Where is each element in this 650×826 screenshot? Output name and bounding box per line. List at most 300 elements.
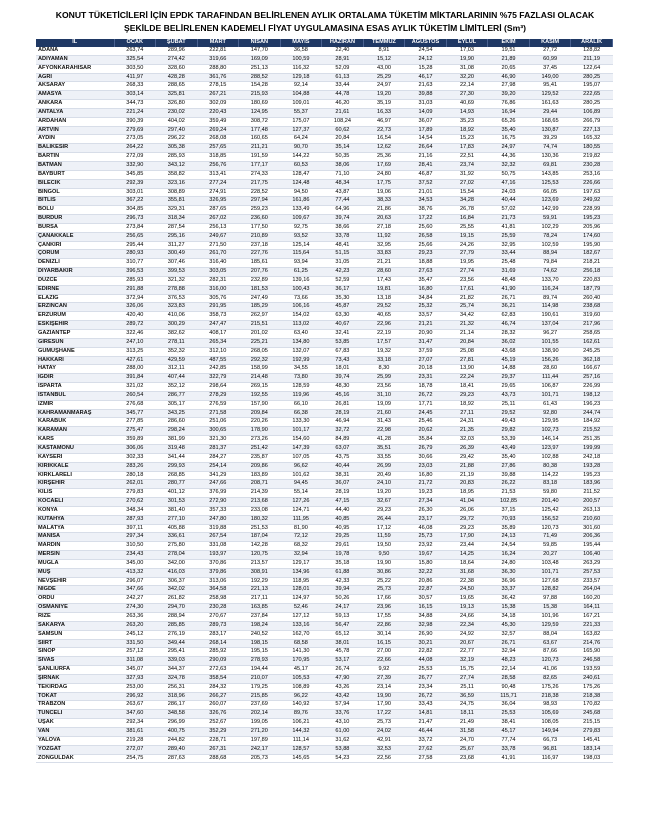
table-cell: 35,40	[488, 126, 530, 135]
table-cell: 283,17	[197, 630, 239, 639]
table-cell: 260,40	[571, 294, 613, 303]
province-name: BATMAN	[36, 161, 114, 170]
table-row	[36, 303, 613, 312]
table-cell: 27,81	[446, 356, 488, 365]
table-cell: 287,63	[156, 754, 198, 763]
table-cell: 291,88	[114, 285, 156, 294]
table-cell: 19,32	[363, 347, 405, 356]
table-cell: 242,27	[114, 595, 156, 604]
table-cell: 29,23	[405, 250, 447, 259]
table-cell: 304,85	[114, 206, 156, 215]
table-cell: 24,50	[446, 586, 488, 595]
table-cell: 63,67	[529, 639, 571, 648]
table-cell: 292,32	[239, 356, 281, 365]
table-cell: 185,61	[239, 259, 281, 268]
table-cell: 34,84	[405, 294, 447, 303]
table-cell: 25,36	[363, 153, 405, 162]
table-cell: 169,09	[239, 55, 281, 64]
table-cell: 347,66	[114, 586, 156, 595]
table-cell: 168,65	[529, 117, 571, 126]
table-cell: 285,93	[156, 153, 198, 162]
table-cell: 237,18	[239, 241, 281, 250]
table-cell: 34,28	[446, 197, 488, 206]
table-cell: 42,23	[322, 268, 364, 277]
province-name: NİĞDE	[36, 586, 114, 595]
table-cell: 16,80	[405, 285, 447, 294]
table-cell: 323,16	[156, 179, 198, 188]
table-cell: 130,36	[529, 153, 571, 162]
table-cell: 20,86	[405, 577, 447, 586]
table-cell: 114,98	[529, 303, 571, 312]
table-cell: 29,44	[529, 108, 571, 117]
table-cell: 123,69	[529, 197, 571, 206]
table-cell: 405,88	[156, 524, 198, 533]
table-cell: 26,72	[405, 692, 447, 701]
table-cell: 175,07	[280, 117, 322, 126]
table-row	[36, 719, 613, 728]
table-cell: 326,80	[156, 100, 198, 109]
table-cell: 236,60	[239, 215, 281, 224]
table-cell: 24,80	[488, 559, 530, 568]
table-cell: 197,63	[571, 188, 613, 197]
table-cell: 21,19	[446, 471, 488, 480]
table-cell: 90,48	[488, 683, 530, 692]
table-cell: 36,02	[488, 338, 530, 347]
table-cell: 32,98	[405, 621, 447, 630]
table-cell: 17,12	[363, 524, 405, 533]
table-cell: 218,38	[571, 692, 613, 701]
table-cell: 305,76	[197, 294, 239, 303]
table-row	[36, 64, 613, 73]
table-cell: 341,44	[156, 453, 198, 462]
table-cell: 26,58	[405, 232, 447, 241]
table-cell: 17,57	[363, 338, 405, 347]
table-row	[36, 55, 613, 64]
table-cell: 234,43	[114, 551, 156, 560]
table-cell: 271,20	[239, 727, 281, 736]
table-cell: 22,40	[322, 47, 364, 55]
table-cell: 305,17	[156, 400, 198, 409]
table-cell: 288,80	[197, 64, 239, 73]
table-cell: 32,53	[363, 745, 405, 754]
table-cell: 295,16	[156, 232, 198, 241]
table-cell: 160,20	[571, 595, 613, 604]
table-cell: 32,57	[488, 630, 530, 639]
table-cell: 242,85	[197, 365, 239, 374]
table-cell: 177,17	[239, 161, 281, 170]
table-cell: 245,12	[114, 630, 156, 639]
table-cell: 142,99	[529, 206, 571, 215]
table-cell: 263,36	[114, 613, 156, 622]
table-cell: 15,54	[446, 188, 488, 197]
table-cell: 63,40	[280, 330, 322, 339]
table-cell: 69,81	[529, 161, 571, 170]
table-cell: 38,01	[322, 639, 364, 648]
table-row	[36, 577, 613, 586]
table-cell: 35,51	[363, 444, 405, 453]
table-cell: 109,67	[280, 215, 322, 224]
table-cell: 56,47	[322, 621, 364, 630]
table-cell: 249,67	[197, 232, 239, 241]
table-cell: 36,96	[488, 577, 530, 586]
province-name: SİVAS	[36, 657, 114, 666]
table-cell: 267,54	[197, 533, 239, 542]
table-cell: 287,93	[114, 515, 156, 524]
table-cell: 100,43	[280, 285, 322, 294]
table-cell: 181,53	[239, 285, 281, 294]
table-cell: 22,14	[446, 82, 488, 91]
table-cell: 134,80	[280, 338, 322, 347]
table-cell: 278,11	[156, 338, 198, 347]
table-cell: 23,31	[405, 374, 447, 383]
table-cell: 399,53	[156, 268, 198, 277]
table-cell: 12,62	[363, 144, 405, 153]
table-cell: 26,99	[363, 462, 405, 471]
table-cell: 16,84	[446, 215, 488, 224]
province-name: ARTVİN	[36, 126, 114, 135]
province-name: HAKKARİ	[36, 356, 114, 365]
table-cell: 28,58	[488, 674, 530, 683]
table-cell: 32,32	[488, 161, 530, 170]
table-cell: 257,53	[571, 568, 613, 577]
table-cell: 125,42	[529, 506, 571, 515]
table-cell: 240,61	[571, 674, 613, 683]
table-cell: 59,80	[529, 489, 571, 498]
table-cell: 134,96	[280, 568, 322, 577]
table-cell: 289,72	[114, 321, 156, 330]
table-cell: 268,33	[114, 82, 156, 91]
table-cell: 306,06	[114, 444, 156, 453]
table-cell: 296,92	[114, 692, 156, 701]
table-cell: 26,78	[446, 206, 488, 215]
province-name: KIRKLARELİ	[36, 471, 114, 480]
table-cell: 47,15	[322, 498, 364, 507]
table-cell: 124,71	[280, 506, 322, 515]
table-cell: 30,21	[405, 639, 447, 648]
table-cell: 25,73	[405, 533, 447, 542]
table-cell: 35,18	[322, 559, 364, 568]
province-name: BURDUR	[36, 215, 114, 224]
table-cell: 288,52	[239, 73, 281, 82]
column-header: HAZİRAN	[322, 39, 364, 47]
table-cell: 196,23	[571, 400, 613, 409]
table-cell: 345,77	[114, 409, 156, 418]
table-cell: 303,01	[114, 188, 156, 197]
table-cell: 33,44	[488, 250, 530, 259]
table-cell: 29,65	[488, 383, 530, 392]
table-row	[36, 312, 613, 321]
table-cell: 26,39	[446, 444, 488, 453]
table-row	[36, 436, 613, 445]
table-cell: 37,52	[405, 179, 447, 188]
table-cell: 45,30	[488, 621, 530, 630]
table-cell: 302,09	[197, 100, 239, 109]
table-cell: 22,56	[363, 754, 405, 763]
table-cell: 192,99	[280, 356, 322, 365]
table-row	[36, 453, 613, 462]
table-cell: 303,14	[114, 91, 156, 100]
province-name: MERSİN	[36, 551, 114, 560]
table-cell: 46,20	[322, 100, 364, 109]
table-cell: 154,60	[280, 436, 322, 445]
table-cell: 167,21	[571, 613, 613, 622]
column-header: NİSAN	[239, 39, 281, 47]
table-cell: 33,72	[405, 736, 447, 745]
table-cell: 106,16	[280, 303, 322, 312]
table-cell: 381,61	[114, 727, 156, 736]
table-cell: 48,30	[322, 383, 364, 392]
table-cell: 215,85	[239, 692, 281, 701]
table-cell: 147,70	[239, 47, 281, 55]
table-cell: 257,16	[571, 374, 613, 383]
table-cell: 269,15	[239, 383, 281, 392]
table-cell: 106,21	[280, 719, 322, 728]
table-cell: 187,04	[239, 533, 281, 542]
province-name: KONYA	[36, 506, 114, 515]
province-name: TUNCELİ	[36, 710, 114, 719]
table-cell: 15,23	[446, 135, 488, 144]
table-cell: 318,96	[156, 692, 198, 701]
table-cell: 79,84	[529, 259, 571, 268]
table-cell: 215,15	[571, 719, 613, 728]
table-row	[36, 294, 613, 303]
table-row	[36, 648, 613, 657]
table-cell: 59,91	[529, 215, 571, 224]
table-cell: 43,10	[322, 719, 364, 728]
table-cell: 19,50	[363, 542, 405, 551]
table-cell: 22,38	[446, 577, 488, 586]
table-cell: 319,48	[156, 444, 198, 453]
column-header: İL	[36, 39, 114, 47]
table-cell: 122,64	[571, 64, 613, 73]
table-cell: 262,97	[239, 312, 281, 321]
province-name: İSTANBUL	[36, 391, 114, 400]
table-cell: 108,05	[529, 719, 571, 728]
table-cell: 97,88	[529, 595, 571, 604]
table-cell: 220,43	[197, 108, 239, 117]
table-cell: 244,82	[156, 736, 198, 745]
table-row	[36, 170, 613, 179]
table-cell: 221,13	[239, 586, 281, 595]
province-name: VAN	[36, 727, 114, 736]
table-cell: 19,06	[363, 188, 405, 197]
table-cell: 89,74	[529, 294, 571, 303]
table-cell: 19,15	[446, 232, 488, 241]
table-cell: 92,14	[280, 82, 322, 91]
table-cell: 124,48	[280, 179, 322, 188]
province-name: ŞANLIURFA	[36, 666, 114, 675]
table-cell: 100,59	[280, 55, 322, 64]
province-name: MALATYA	[36, 524, 114, 533]
table-cell: 311,08	[114, 657, 156, 666]
table-row	[36, 444, 613, 453]
table-cell: 271,50	[197, 241, 239, 250]
table-row	[36, 276, 613, 285]
table-cell: 195,23	[571, 471, 613, 480]
table-cell: 25,74	[446, 303, 488, 312]
province-name: MUĞLA	[36, 559, 114, 568]
table-cell: 180,55	[571, 144, 613, 153]
table-cell: 260,07	[197, 701, 239, 710]
table-cell: 276,59	[197, 400, 239, 409]
table-cell: 298,24	[156, 427, 198, 436]
table-cell: 26,64	[405, 144, 447, 153]
table-cell: 27,00	[363, 648, 405, 657]
table-cell: 270,62	[114, 498, 156, 507]
table-cell: 16,15	[405, 604, 447, 613]
table-cell: 27,62	[405, 745, 447, 754]
table-row	[36, 206, 613, 215]
table-cell: 14,09	[405, 108, 447, 117]
province-name: TEKİRDAĞ	[36, 683, 114, 692]
table-cell: 324,78	[156, 674, 198, 683]
table-cell: 66,10	[280, 400, 322, 409]
province-name: GÜMÜŞHANE	[36, 347, 114, 356]
table-cell: 289,96	[156, 47, 198, 55]
table-cell: 52,09	[322, 64, 364, 73]
table-row	[36, 197, 613, 206]
table-cell: 180,32	[239, 515, 281, 524]
table-cell: 27,63	[405, 268, 447, 277]
table-cell: 101,55	[529, 338, 571, 347]
table-cell: 22,82	[405, 648, 447, 657]
table-cell: 45,78	[322, 648, 364, 657]
table-cell: 139,16	[280, 276, 322, 285]
table-cell: 413,32	[114, 568, 156, 577]
table-cell: 46,44	[405, 727, 447, 736]
table-cell: 278,93	[239, 657, 281, 666]
table-cell: 23,96	[363, 604, 405, 613]
province-name: ÇANAKKALE	[36, 232, 114, 241]
table-cell: 43,87	[322, 188, 364, 197]
province-name: ADANA	[36, 47, 114, 55]
table-cell: 31,08	[446, 64, 488, 73]
table-cell: 124,95	[239, 108, 281, 117]
table-row	[36, 524, 613, 533]
table-cell: 195,07	[571, 82, 613, 91]
table-cell: 40,69	[446, 100, 488, 109]
table-cell: 96,81	[529, 745, 571, 754]
table-cell: 220,83	[571, 276, 613, 285]
province-name: ZONGULDAK	[36, 754, 114, 763]
table-cell: 177,50	[239, 223, 281, 232]
table-cell: 34,53	[405, 197, 447, 206]
document-title-line-2: ŞEKİLDE BELİRLENEN KADEMELİ FİYAT UYGULAMASINA ESAS AYLIK TÜKETİM LİMİTLERİ (Sm³)	[123, 23, 526, 33]
table-cell: 128,59	[280, 383, 322, 392]
table-cell: 401,12	[156, 489, 198, 498]
table-cell: 180,69	[239, 100, 281, 109]
table-cell: 30,14	[363, 630, 405, 639]
table-cell: 215,93	[239, 91, 281, 100]
table-cell: 263,67	[114, 701, 156, 710]
table-row	[36, 542, 613, 551]
table-cell: 142,28	[239, 542, 281, 551]
table-cell: 379,86	[197, 568, 239, 577]
table-cell: 35,84	[405, 436, 447, 445]
table-cell: 30,57	[405, 595, 447, 604]
table-cell: 48,41	[322, 241, 364, 250]
province-name: AKSARAY	[36, 82, 114, 91]
table-cell: 37,59	[405, 347, 447, 356]
table-row	[36, 480, 613, 489]
table-cell: 348,34	[114, 506, 156, 515]
table-cell: 16,33	[363, 108, 405, 117]
table-cell: 215,51	[239, 321, 281, 330]
table-cell: 29,52	[488, 409, 530, 418]
table-cell: 17,22	[405, 215, 447, 224]
table-row	[36, 409, 613, 418]
table-cell: 302,33	[114, 453, 156, 462]
table-cell: 233,57	[571, 577, 613, 586]
table-body	[36, 47, 613, 763]
table-cell: 343,25	[156, 409, 198, 418]
table-cell: 205,96	[571, 223, 613, 232]
table-cell: 352,12	[156, 383, 198, 392]
table-cell: 23,34	[405, 683, 447, 692]
table-cell: 108,89	[280, 683, 322, 692]
table-row	[36, 754, 613, 763]
table-cell: 427,61	[114, 356, 156, 365]
table-cell: 129,52	[529, 91, 571, 100]
table-cell: 36,58	[280, 47, 322, 55]
table-row	[36, 285, 613, 294]
table-cell: 54,23	[322, 754, 364, 763]
table-cell: 303,05	[197, 268, 239, 277]
table-cell: 348,58	[156, 710, 198, 719]
table-row	[36, 347, 613, 356]
table-cell: 45,87	[322, 303, 364, 312]
table-cell: 206,36	[571, 533, 613, 542]
table-cell: 179,25	[239, 683, 281, 692]
province-name: ANTALYA	[36, 108, 114, 117]
table-cell: 226,66	[571, 179, 613, 188]
table-cell: 247,66	[197, 480, 239, 489]
table-cell: 32,22	[405, 568, 447, 577]
table-cell: 22,24	[446, 374, 488, 383]
table-cell: 101,71	[529, 568, 571, 577]
table-cell: 219,82	[571, 153, 613, 162]
table-cell: 115,71	[488, 692, 530, 701]
table-cell: 26,71	[488, 294, 530, 303]
province-name: RİZE	[36, 613, 114, 622]
table-cell: 19,20	[363, 91, 405, 100]
table-cell: 29,61	[322, 542, 364, 551]
table-cell: 266,79	[571, 117, 613, 126]
table-cell: 22,86	[363, 621, 405, 630]
table-cell: 357,33	[197, 506, 239, 515]
table-cell: 174,60	[571, 232, 613, 241]
table-cell: 43,42	[322, 692, 364, 701]
table-cell: 14,93	[446, 108, 488, 117]
table-cell: 59,85	[529, 542, 571, 551]
table-row	[36, 241, 613, 250]
table-cell: 45,16	[322, 391, 364, 400]
table-cell: 23,44	[446, 542, 488, 551]
table-cell: 367,22	[114, 197, 156, 206]
table-cell: 25,73	[363, 719, 405, 728]
table-cell: 129,17	[280, 559, 322, 568]
table-cell: 16,75	[488, 135, 530, 144]
table-cell: 300,29	[156, 321, 198, 330]
table-row	[36, 533, 613, 542]
table-cell: 278,29	[197, 391, 239, 400]
table-cell: 311,27	[156, 241, 198, 250]
table-cell: 73,80	[280, 374, 322, 383]
province-name: ARDAHAN	[36, 117, 114, 126]
table-cell: 20,67	[446, 639, 488, 648]
table-cell: 32,03	[446, 436, 488, 445]
table-cell: 22,87	[405, 586, 447, 595]
